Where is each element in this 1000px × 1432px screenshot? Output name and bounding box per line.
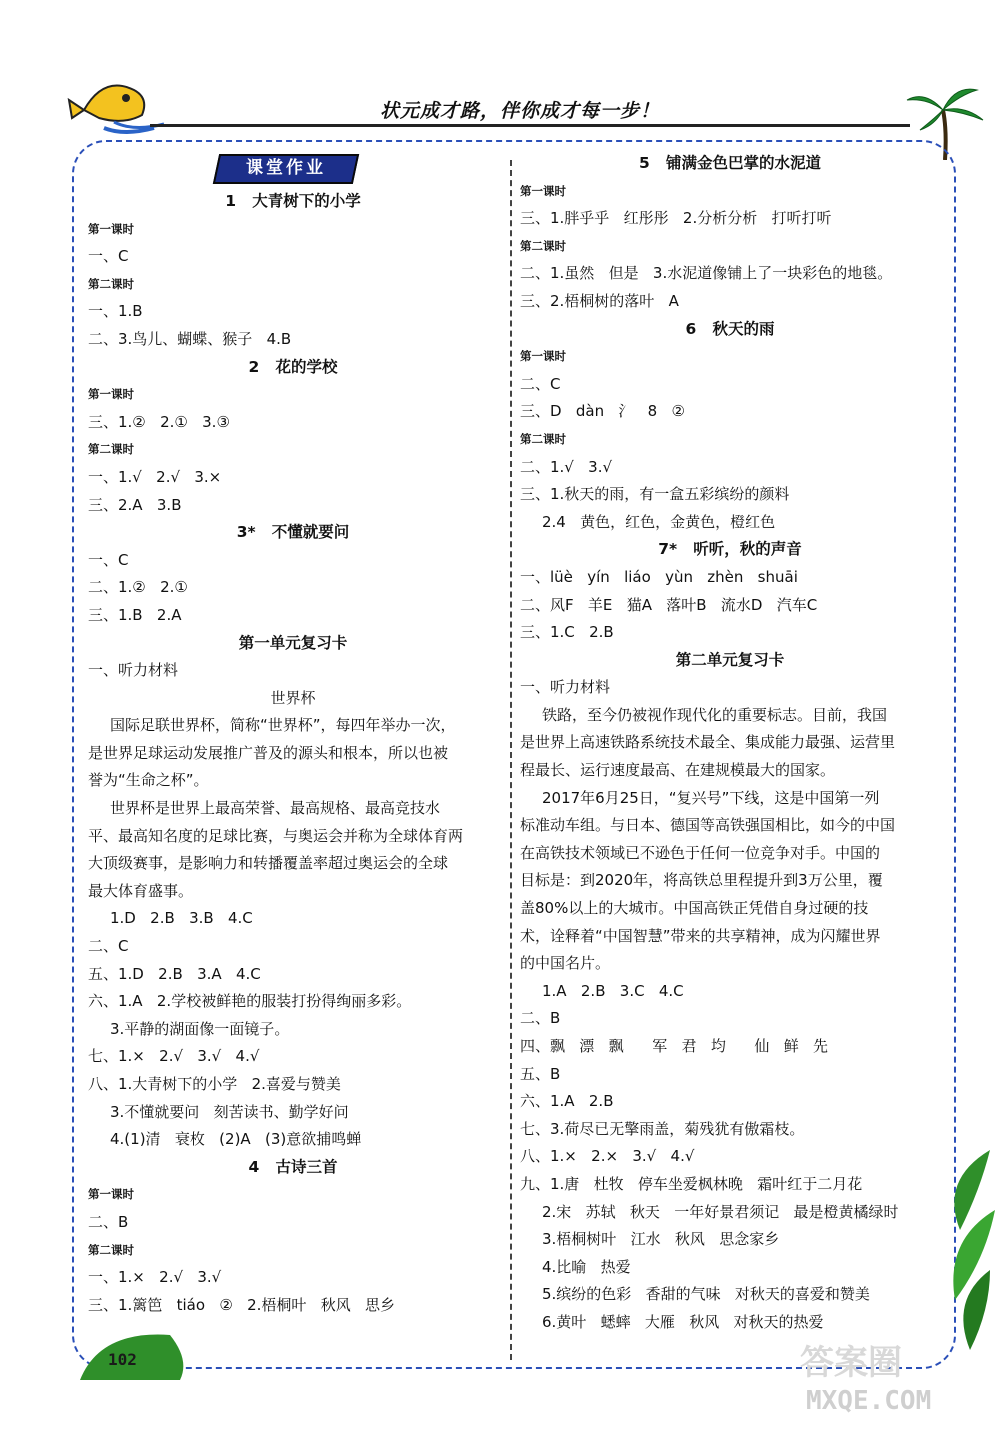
section-heading: 2 花的学校 <box>248 357 338 376</box>
answer-line: 三、2.A 3.B <box>88 495 182 514</box>
page-number: 102 <box>108 1350 137 1369</box>
answer-line: 3.不懂就要问 刻苦读书、勤学好问 <box>110 1102 349 1121</box>
answer-line: 平、最高知名度的足球比赛，与奥运会并称为全球体育两 <box>88 826 464 845</box>
answer-line: 八、1.大青树下的小学 2.喜爱与赞美 <box>88 1075 341 1093</box>
section-heading: 6 秋天的雨 <box>685 319 775 338</box>
answer-line: 世界杯 <box>270 688 316 707</box>
answer-line: 铁路，至今仍被视作现代化的重要标志。目前，我国 <box>542 705 888 724</box>
answer-line: 二、1.虽然 但是 3.水泥道像铺上了一块彩色的地毯。 <box>520 264 893 283</box>
answer-line: 三、D dàn 氵 8 ② <box>520 402 685 421</box>
answer-line: 二、风F 羊E 猫A 落叶B 流水D 汽车C <box>520 595 818 614</box>
answer-line: 大顶级赛事，是影响力和转播覆盖率超过奥运会的全球 <box>88 854 449 873</box>
lesson-label: 第一课时 <box>88 221 134 236</box>
column-divider <box>510 160 512 1360</box>
answer-line: 三、1.胖乎乎 红彤彤 2.分析分析 打听打听 <box>520 209 832 228</box>
answer-line: 4.(1)清 衰枚 (2)A (3)意欲捕鸣蝉 <box>110 1130 362 1149</box>
answer-line: 三、1.篱笆 tiáo ② 2.梧桐叶 秋风 思乡 <box>88 1295 396 1314</box>
answer-line: 6.黄叶 蟋蟀 大雁 秋风 对秋天的热爱 <box>542 1312 824 1331</box>
answer-line: 一、1.B <box>88 302 143 321</box>
answer-line: 程最长、运行速度最高、在建规模最大的国家。 <box>520 761 836 780</box>
answer-line: 最大体育盛事。 <box>88 881 194 900</box>
answer-line: 二、B <box>520 1009 561 1028</box>
answer-line: 六、1.A 2.B <box>520 1092 614 1111</box>
left-column <box>88 150 498 1319</box>
lesson-label: 第一课时 <box>520 183 566 198</box>
answer-line: 是世界上高速铁路系统技术最全、集成能力最强、运营里 <box>520 733 896 752</box>
answer-line: 二、3.鸟儿、蝴蝶、猴子 4.B <box>88 329 292 348</box>
answer-line: 八、1.× 2.× 3.√ 4.√ <box>520 1147 695 1166</box>
watermark-logo: 答案圈 <box>800 1343 902 1383</box>
answer-line: 五、B <box>520 1064 561 1083</box>
answer-line: 1.A 2.B 3.C 4.C <box>542 981 684 1000</box>
banner-label: 课堂作业 <box>246 158 326 178</box>
answer-line: 4.比喻 热爱 <box>542 1257 631 1276</box>
answer-line: 三、1.B 2.A <box>88 605 182 624</box>
answer-line: 2017年6月25日，“复兴号”下线，这是中国第一列 <box>542 788 880 807</box>
answer-line: 誉为“生命之杯”。 <box>88 771 209 790</box>
answer-line: 二、C <box>88 937 129 956</box>
answer-line: 三、2.梧桐树的落叶 A <box>520 291 679 310</box>
answer-line: 九、1.唐 杜牧 停车坐爱枫林晚 霜叶红于二月花 <box>520 1174 863 1193</box>
section-heading: 第二单元复习卡 <box>675 650 785 669</box>
answer-line: 二、1.② 2.① <box>88 578 188 597</box>
lesson-label: 第二课时 <box>88 276 134 291</box>
answer-line: 1.D 2.B 3.B 4.C <box>110 909 253 928</box>
answer-line: 2.宋 苏轼 秋天 一年好景君须记 最是橙黄橘绿时 <box>542 1202 899 1221</box>
answer-line: 目标是：到2020年，将高铁总里程提升到3万公里，覆 <box>520 871 883 890</box>
section-heading: 5 铺满金色巴掌的水泥道 <box>639 154 821 172</box>
fish-mascot-icon <box>64 70 174 144</box>
leaf-corner-icon <box>80 1320 200 1384</box>
leaves-icon <box>930 1150 1000 1354</box>
answer-line: 三、1.C 2.B <box>520 623 614 642</box>
section-banner <box>88 150 498 184</box>
lesson-label: 第二课时 <box>520 431 566 446</box>
answer-line: 一、lüè yín liáo yùn zhèn shuāi <box>520 567 798 586</box>
answer-line: 七、3.荷尽已无擎雨盖，菊残犹有傲霜枝。 <box>520 1119 805 1138</box>
answer-line: 5.缤纷的色彩 香甜的气味 对秋天的喜爱和赞美 <box>542 1285 870 1304</box>
right-column <box>520 150 940 1337</box>
answer-line: 一、听力材料 <box>520 678 611 697</box>
answer-line: 六、1.A 2.学校被鲜艳的服装打扮得绚丽多彩。 <box>88 992 412 1011</box>
answer-line: 3.平静的湖面像一面镜子。 <box>110 1019 290 1038</box>
section-heading: 3* 不懂就要问 <box>236 523 350 542</box>
answer-line: 国际足联世界杯，简称“世界杯”，每四年举办一次， <box>110 716 456 735</box>
lesson-label: 第二课时 <box>88 442 134 457</box>
answer-line: 二、1.√ 3.√ <box>520 457 613 476</box>
answer-line: 的中国名片。 <box>520 954 611 973</box>
lesson-label: 第一课时 <box>88 387 134 402</box>
answer-line: 世界杯是世界上最高荣誉、最高规格、最高竞技水 <box>110 799 441 818</box>
header-slogan: 状元成才路，伴你成才每一步！ <box>380 100 661 122</box>
answer-line: 二、C <box>520 374 561 393</box>
section-heading: 7* 听听，秋的声音 <box>658 540 802 559</box>
watermark-url: MXQE.COM <box>806 1386 932 1416</box>
lesson-label: 第一课时 <box>520 349 566 364</box>
answer-line: 是世界足球运动发展推广普及的源头和根本，所以也被 <box>88 743 449 762</box>
answer-line: 五、1.D 2.B 3.A 4.C <box>88 964 261 983</box>
answer-line: 三、1.秋天的雨，有一盒五彩缤纷的颜料 <box>520 485 790 504</box>
answer-line: 盖80%以上的大城市。中国高铁正凭借自身过硬的技 <box>520 899 869 918</box>
section-heading: 1 大青树下的小学 <box>225 192 361 210</box>
section-heading: 4 古诗三首 <box>248 1157 338 1176</box>
answer-line: 一、听力材料 <box>88 661 179 680</box>
answer-line: 一、C <box>88 550 129 569</box>
answer-line: 二、B <box>88 1212 129 1231</box>
answer-line: 一、1.× 2.√ 3.√ <box>88 1268 222 1287</box>
answer-line: 三、1.② 2.① 3.③ <box>88 412 230 431</box>
header-rule <box>150 124 910 127</box>
lesson-label: 第一课时 <box>88 1187 134 1202</box>
answer-line: 一、C <box>88 247 129 266</box>
answer-line: 七、1.× 2.√ 3.√ 4.√ <box>88 1047 260 1066</box>
lesson-label: 第二课时 <box>520 238 566 253</box>
lesson-label: 第二课时 <box>88 1242 134 1257</box>
answer-line: 2.4 黄色，红色，金黄色，橙红色 <box>542 512 776 531</box>
answer-line: 标准动车组。与日本、德国等高铁强国相比，如今的中国 <box>520 816 896 835</box>
answer-line: 3.梧桐树叶 江水 秋风 思念家乡 <box>542 1230 780 1249</box>
answer-line: 一、1.√ 2.√ 3.× <box>88 467 222 486</box>
answer-line: 四、飘 漂 飘 军 君 均 仙 鲜 先 <box>520 1037 829 1055</box>
answer-line: 在高铁技术领域已不逊色于任何一位竞争对手。中国的 <box>520 843 881 862</box>
answer-line: 术，诠释着“中国智慧”带来的共享精神，成为闪耀世界 <box>520 926 881 945</box>
section-heading: 第一单元复习卡 <box>238 633 348 652</box>
